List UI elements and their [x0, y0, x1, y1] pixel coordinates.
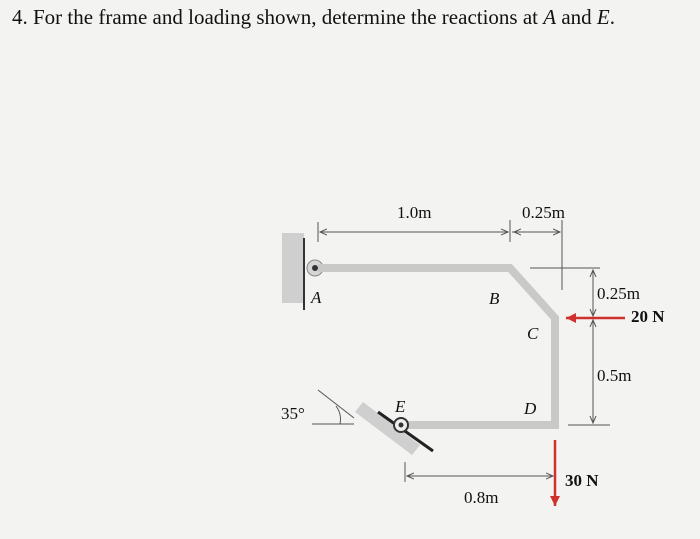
point-b-label: B: [489, 289, 500, 308]
dim-bottom-label: 0.8m: [464, 488, 499, 507]
frame-member: [318, 268, 555, 425]
problem-period: .: [609, 5, 615, 29]
problem-point-a: A: [543, 5, 557, 29]
horizontal-load-label: 20 N: [631, 307, 665, 326]
vertical-load-label: 30 N: [565, 471, 599, 490]
point-c-label: C: [527, 324, 539, 343]
problem-and: and: [561, 5, 592, 29]
point-a-label: A: [311, 288, 322, 307]
angle-label: 35°: [281, 404, 305, 423]
point-d-label: D: [524, 399, 537, 418]
dim-right-upper-label: 0.25m: [597, 284, 640, 303]
problem-text: For the frame and loading shown, determine the reactions at: [33, 5, 539, 29]
problem-number: 4.: [12, 5, 28, 29]
bottom-dimension: [405, 462, 553, 482]
dim-right-lower-label: 0.5m: [597, 366, 632, 385]
point-e-label: E: [395, 397, 406, 416]
dim-top-left-label: 1.0m: [397, 203, 432, 222]
dim-top-right-label: 0.25m: [522, 203, 565, 222]
problem-point-e: E: [596, 5, 610, 29]
angle-indicator: [312, 390, 354, 424]
